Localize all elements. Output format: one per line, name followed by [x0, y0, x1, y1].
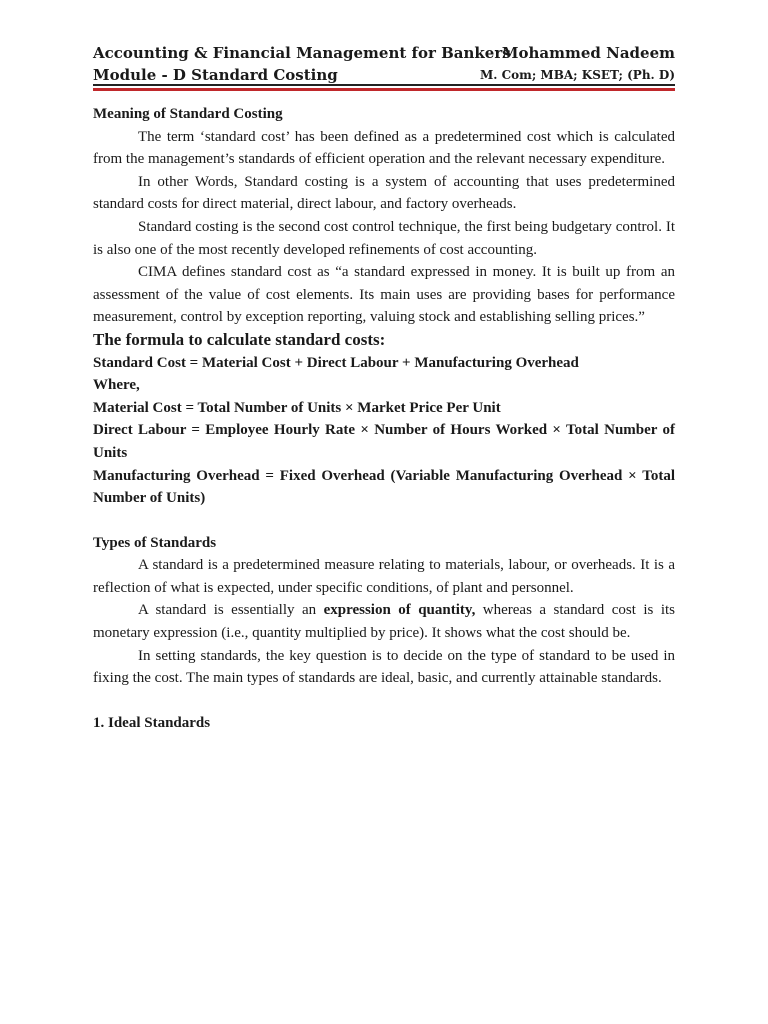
formula-where: Where, — [93, 377, 140, 394]
formula-direct-labour: Direct Labour = Employee Hourly Rate × Number of Hours Worked × Total Number of Units — [93, 422, 675, 461]
section-heading-types: Types of Standards — [93, 534, 217, 551]
paragraph: A standard is a predetermined measure relating to materials, labour, or overheads. It is a reflection of what is expected, under specific conditions, of plant and personnel. — [93, 557, 675, 596]
emphasis-text: expression of quantity, — [323, 602, 476, 619]
paragraph: In setting standards, the key question is to decide on the type of standard to be used in fixing the cost. The main types of standards are ideal, basic, and currently attainable standards. — [93, 647, 675, 687]
module-title: Module - D Standard Costing — [93, 66, 338, 84]
text-run: whereas a standard cost is its monetary expression (i.e., quantity multiplied by price). It shows what the cost should be. — [93, 602, 675, 642]
header-rule-dark — [93, 84, 675, 86]
header-rule-red — [93, 88, 675, 91]
header-left — [93, 42, 511, 86]
formula-standard-cost: Standard Cost = Material Cost + Direct Labour + Manufacturing Overhead — [93, 354, 579, 371]
paragraph: Standard costing is the second cost control technique, the first being budgetary control. It is also one of the most recently developed refinements of cost accounting. — [93, 218, 675, 258]
paragraph: The term ‘standard cost’ has been defined as a predetermined cost which is calculated from the management’s standards of efficient operation and the relevant necessary expenditure. — [93, 128, 675, 168]
section-heading-meaning: Meaning of Standard Costing — [93, 106, 283, 122]
author-name: Mohammed Nadeem — [501, 44, 675, 62]
formula-manufacturing-overhead: Manufacturing Overhead = Fixed Overhead (Variable Manufacturing Overhead × Total Number of Units) — [93, 467, 675, 507]
paragraph: In other Words, Standard costing is a system of accounting that uses predetermined standard costs for direct material, direct labour, and factory overheads. — [93, 173, 675, 213]
section-heading-ideal-standards: 1. Ideal Standards — [93, 714, 211, 731]
text-run: A standard is essentially an — [138, 602, 324, 619]
author-credentials: M. Com; MBA; KSET; (Ph. D) — [479, 68, 675, 82]
formula-heading: The formula to calculate standard costs: — [93, 329, 386, 349]
paragraph — [93, 599, 675, 644]
formula-material-cost: Material Cost = Total Number of Units × Market Price Per Unit — [93, 399, 501, 416]
header-right — [480, 42, 675, 86]
paragraph: CIMA defines standard cost as “a standard expressed in money. It is built up from an assessment of the value of cost elements. Its main uses are providing bases for performance measurement, control by exception reporting, valuing stock and establishing selling prices.” — [93, 264, 675, 326]
book-title: Accounting & Financial Management for Bankers — [93, 44, 511, 62]
document-body — [93, 103, 675, 734]
